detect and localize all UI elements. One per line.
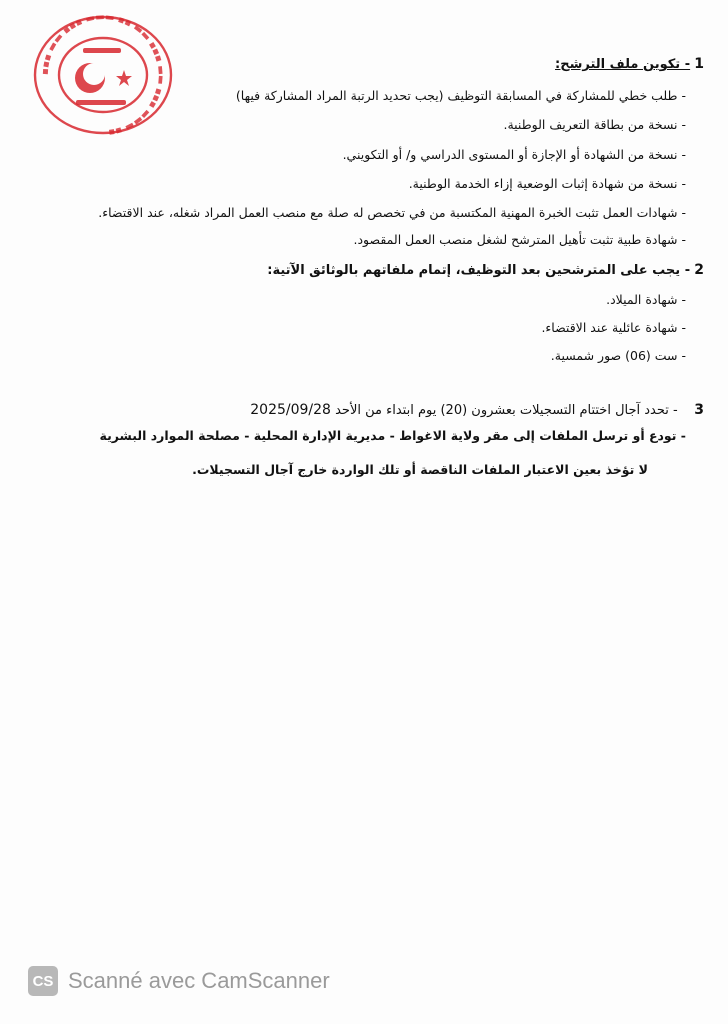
list-item: - شهادة الميلاد. <box>606 292 686 307</box>
section-1-heading-line <box>555 56 704 74</box>
camscanner-watermark <box>28 966 330 996</box>
registration-deadline-text: - تحدد آجال اختتام التسجيلات بعشرون (20) يوم ابتداء من الأحد <box>335 403 678 418</box>
list-item: - ست (06) صور شمسية. <box>550 348 686 363</box>
section-3-line-1 <box>250 402 704 420</box>
section-1-heading: - تكوين ملف الترشح: <box>555 57 691 72</box>
section-1-number: 1 <box>694 56 704 72</box>
list-item: - شهادات العمل تثبت الخبرة المهنية المكتسبة من في تخصص له صلة مع منصب العمل المراد شغله، عند الاقتضاء. <box>98 205 686 220</box>
registration-start-date: 2025/09/28 <box>250 402 331 418</box>
camscanner-text: Scanné avec CamScanner <box>68 968 330 993</box>
section-3-line-3: لا تؤخذ بعين الاعتبار الملفات الناقصة أو تلك الواردة خارج آجال التسجيلات. <box>192 462 648 477</box>
section-3-number: 3 <box>694 402 704 418</box>
official-stamp-icon <box>28 10 178 140</box>
list-item: - شهادة عائلية عند الاقتضاء. <box>541 320 686 335</box>
list-item: - نسخة من الشهادة أو الإجازة أو المستوى الدراسي و/ أو التكويني. <box>342 147 686 162</box>
section-2-heading-line <box>267 262 704 280</box>
list-item: - نسخة من بطاقة التعريف الوطنية. <box>503 117 686 132</box>
section-2-number: 2 <box>694 262 704 278</box>
svg-text:▪▪▪ ▬▬ ▪▪▪ ▬▬▬ ▪▪ ▬▬ ▪▪▪ ▬▬ ▪▪: ▪▪▪ ▬▬ ▪▪▪ ▬▬▬ ▪▪ ▬▬ ▪▪▪ ▬▬ ▪▪▪ ▬▬▬ ▪▪ <box>39 11 167 138</box>
list-item: - طلب خطي للمشاركة في المسابقة التوظيف (يجب تحديد الرتبة المراد المشاركة فيها) <box>235 88 686 103</box>
list-item: - نسخة من شهادة إثبات الوضعية إزاء الخدمة الوطنية. <box>408 176 686 191</box>
camscanner-logo-icon: CS <box>28 966 58 996</box>
list-item: - شهادة طبية تثبت تأهيل المترشح لشغل منصب العمل المقصود. <box>353 232 686 247</box>
section-2-heading: - يجب على المترشحين بعد التوظيف، إتمام ملفاتهم بالوثائق الآتية: <box>267 263 691 278</box>
section-3-line-2: - تودع أو ترسل الملفات إلى مقر ولاية الاغواط - مديرية الإدارة المحلية - مصلحة الموارد البشرية <box>99 428 686 443</box>
